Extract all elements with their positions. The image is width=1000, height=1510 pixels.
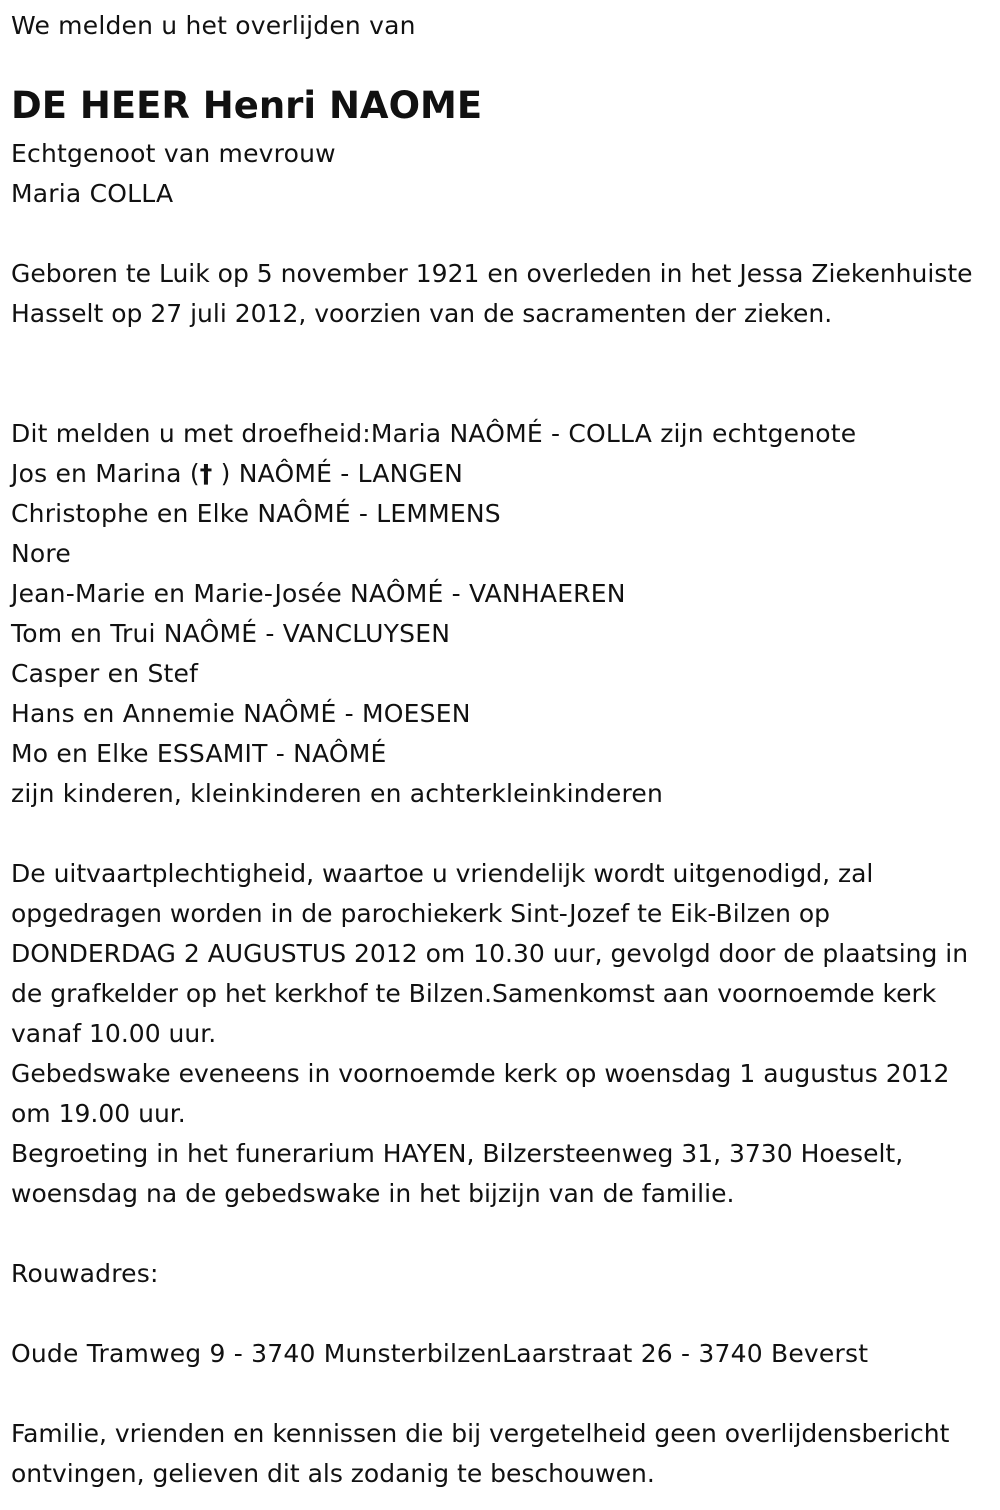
family-line-after-cross: ) NAÔMÉ - LANGEN [212, 459, 464, 488]
family-line: Dit melden u met droefheid:Maria NAÔMÉ - COLLA zijn echtgenote [11, 419, 857, 448]
family-line-with-cross [11, 454, 856, 494]
family-line: Tom en Trui NAÔMÉ - VANCLUYSEN [11, 619, 451, 648]
ceremony-block [11, 854, 996, 1214]
prayer-vigil-paragraph: Gebedswake eveneens in voornoemde kerk op woensdag 1 augustus 2012 om 19.00 uur. [11, 1059, 950, 1128]
family-line: Hans en Annemie NAÔMÉ - MOESEN [11, 699, 471, 728]
rouwadres-label: Rouwadres: [11, 1259, 159, 1288]
intro-text: We melden u het overlijden van [11, 11, 416, 40]
family-list [11, 414, 856, 814]
cross-icon: † [199, 459, 213, 488]
spouse-block [11, 134, 336, 214]
birth-death-paragraph: Geboren te Luik op 5 november 1921 en overleden in het Jessa Ziekenhuiste Hasselt op 27 juli 2012, voorzien van de sacramenten der zieken. [11, 259, 973, 328]
family-line: Christophe en Elke NAÔMÉ - LEMMENS [11, 499, 501, 528]
family-line-before-cross: Jos en Marina ( [11, 459, 200, 488]
family-line: Mo en Elke ESSAMIT - NAÔMÉ [11, 739, 387, 768]
rouwadres-address: Oude Tramweg 9 - 3740 MunsterbilzenLaarstraat 26 - 3740 Beverst [11, 1339, 869, 1368]
family-line: Nore [11, 539, 71, 568]
spouse-name: Maria COLLA [11, 179, 174, 208]
visitation-paragraph: Begroeting in het funerarium HAYEN, Bilzersteenweg 31, 3730 Hoeselt, woensdag na de gebedswake in het bijzijn van de familie. [11, 1139, 904, 1208]
closing-paragraph: Familie, vrienden en kennissen die bij vergetelheid geen overlijdensbericht ontvingen, gelieven dit als zodanig te beschouwen. [11, 1419, 950, 1488]
family-line: Casper en Stef [11, 659, 199, 688]
family-line: Jean-Marie en Marie-Josée NAÔMÉ - VANHAEREN [11, 579, 626, 608]
ceremony-paragraph: De uitvaartplechtigheid, waartoe u vriendelijk wordt uitgenodigd, zal opgedragen worden in de parochiekerk Sint-Jozef te Eik-Bilzen op DONDERDAG 2 AUGUSTUS 2012 om 10.30 uur, gevolgd door de plaatsing in de grafkelder op het kerkhof te Bilzen.Samenkomst aan voornoemde kerk vanaf 10.00 uur. [11, 859, 969, 1048]
family-line: zijn kinderen, kleinkinderen en achterkleinkinderen [11, 779, 663, 808]
spouse-line: Echtgenoot van mevrouw [11, 139, 336, 168]
deceased-name: DE HEER Henri NAOME [11, 84, 483, 127]
